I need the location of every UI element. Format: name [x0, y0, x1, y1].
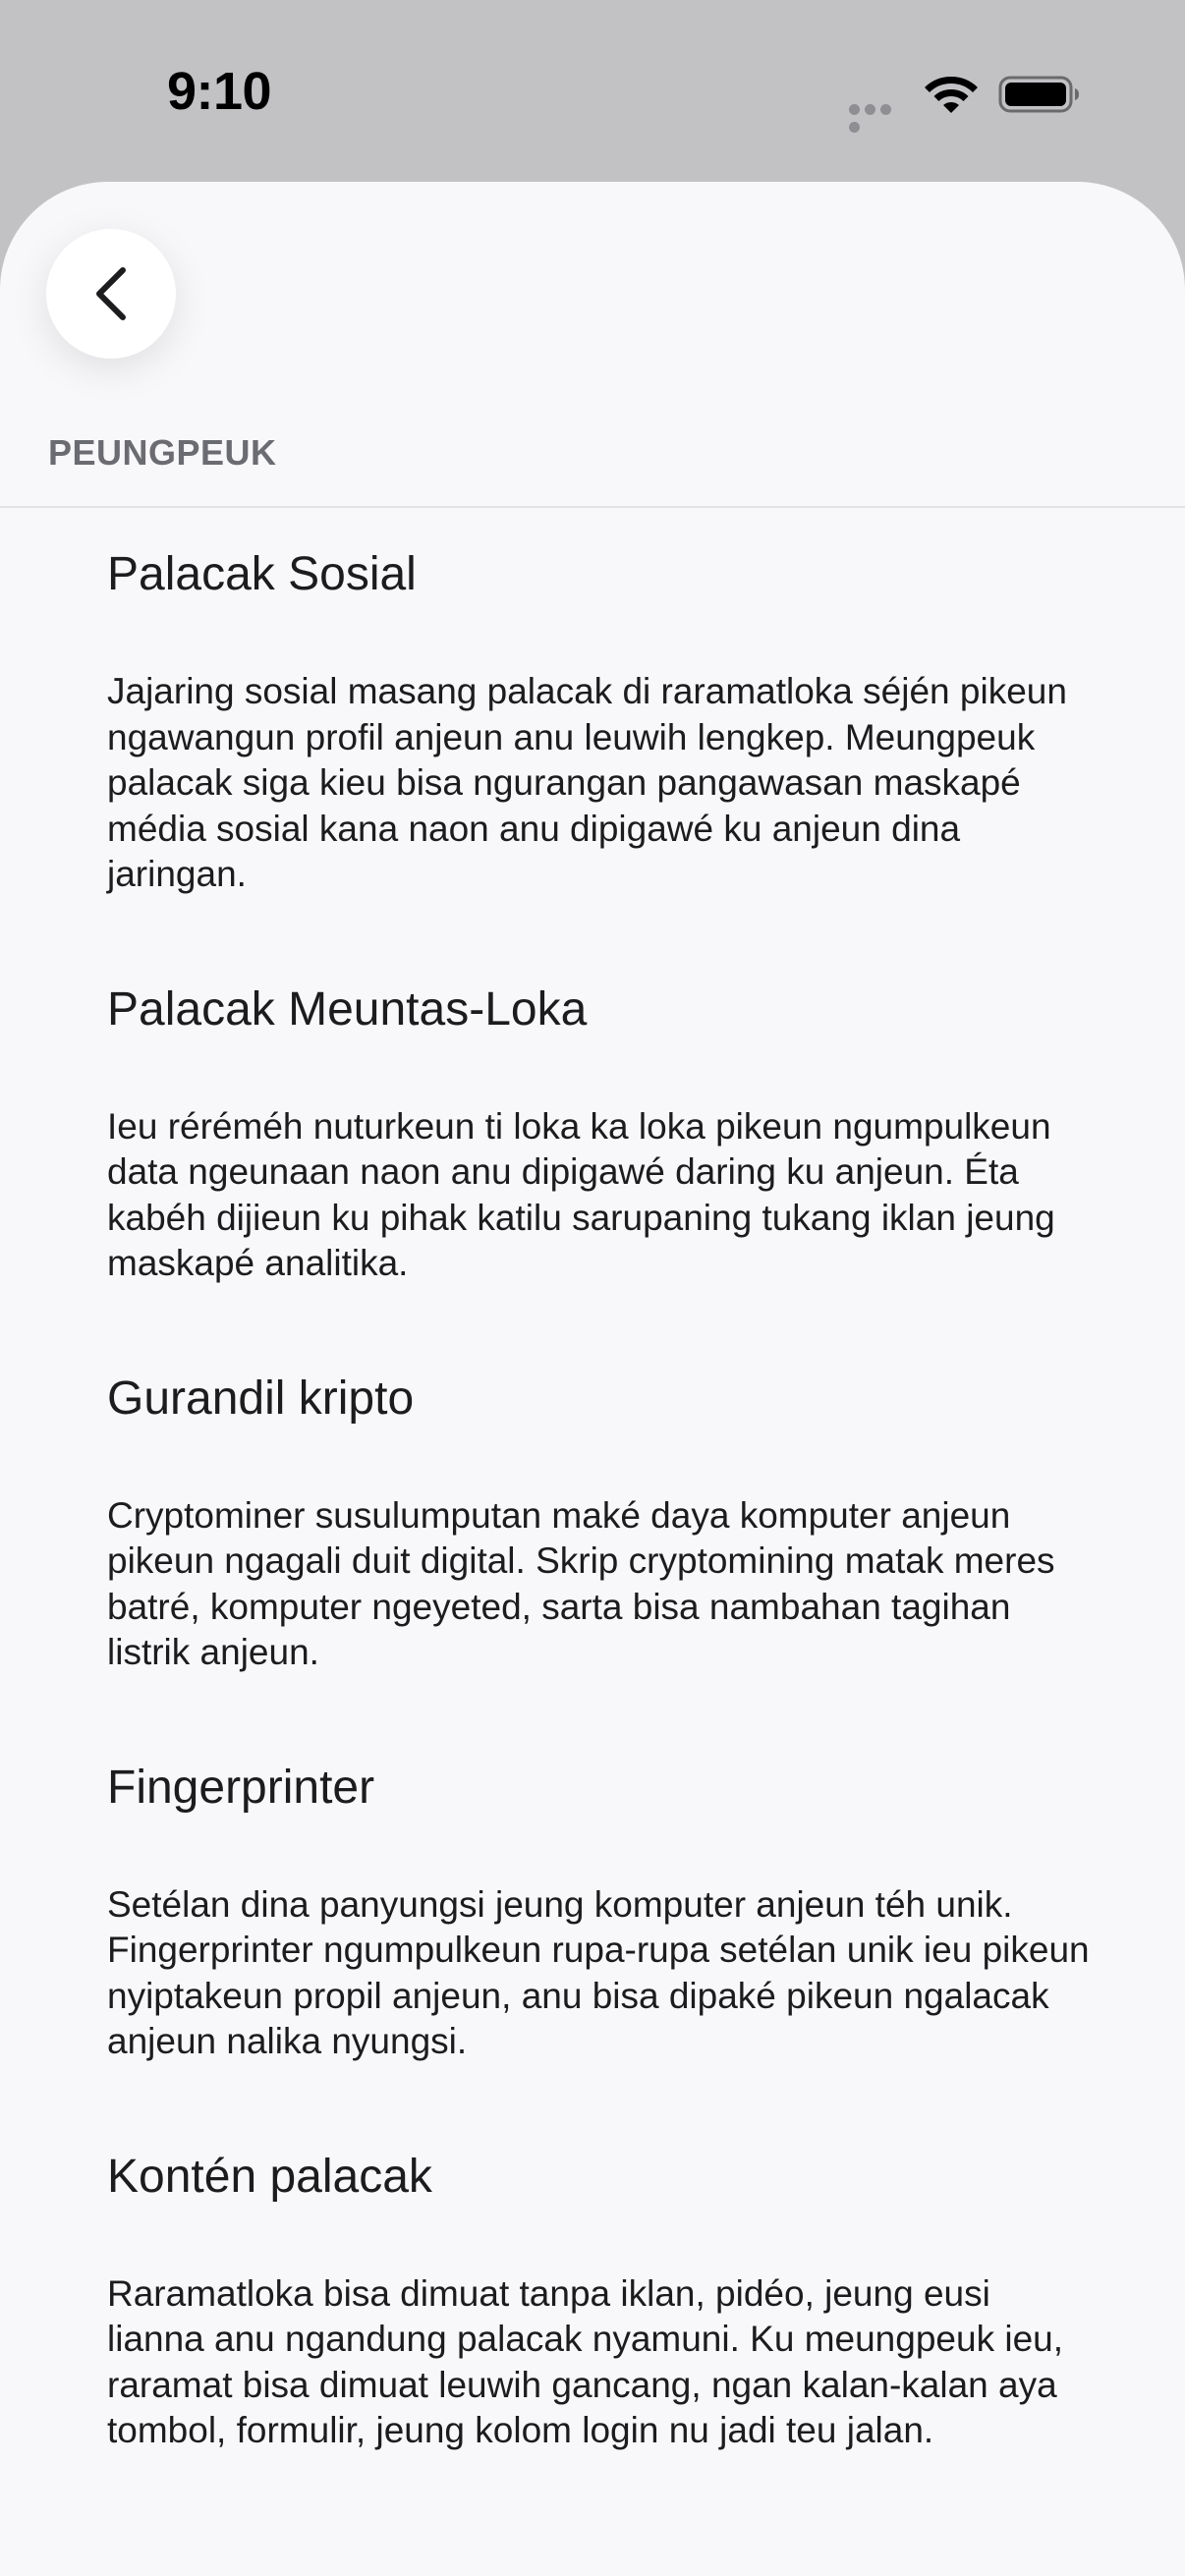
tracker-item-description: Cryptominer susulumputan maké daya komputer anjeun pikeun ngagali duit digital. Skrip cryptomining matak meres batré, komputer ngeyeted, sarta bisa nambahan tagihan listrik anjeun.: [107, 1494, 1055, 1672]
tracker-item-cryptominer: [107, 1370, 1090, 1676]
tracker-item-content: [107, 2148, 1090, 2454]
tracker-item-title: Kontén palacak: [107, 2150, 432, 2203]
tracker-item-fingerprinter: [107, 1759, 1090, 2065]
back-button[interactable]: [46, 229, 176, 359]
status-bar: [0, 0, 1185, 182]
battery-icon: [998, 75, 1081, 114]
divider: [0, 506, 1185, 508]
tracker-list: [107, 545, 1090, 2454]
cellular-dots-icon: [849, 104, 908, 116]
tracker-item-title: Gurandil kripto: [107, 1372, 415, 1425]
tracker-item-title: Fingerprinter: [107, 1761, 375, 1814]
tracker-item-description: Setélan dina panyungsi jeung komputer anjeun téh unik. Fingerprinter ngumpulkeun rupa-rupa setélan unik ieu pikeun nyiptakeun propil anjeun, anu bisa dipaké pikeun ngalacak anjeun nalika nyungsi.: [107, 1883, 1090, 2061]
wifi-icon: [924, 71, 979, 114]
tracker-item-title: Palacak Sosial: [107, 548, 417, 600]
chevron-left-icon: [89, 264, 133, 323]
tracker-item-social: [107, 545, 1090, 898]
tracker-item-cross-site: [107, 980, 1090, 1287]
section-header: PEUNGPEUK: [48, 432, 277, 473]
status-time: 9:10: [167, 62, 272, 121]
tracker-item-title: Palacak Meuntas-Loka: [107, 982, 588, 1036]
tracker-item-description: Ieu réréméh nuturkeun ti loka ka loka pikeun ngumpulkeun data ngeunaan naon anu dipigawé daring ku anjeun. Éta kabéh dijieun ku pihak katilu sarupaning tukang iklan jeung maskapé analitika.: [107, 1105, 1055, 1283]
tracker-info-sheet: [0, 182, 1185, 2576]
tracker-item-description: Raramatloka bisa dimuat tanpa iklan, pidéo, jeung eusi lianna anu ngandung palacak nyamuni. Ku meungpeuk ieu, raramat bisa dimuat leuwih gancang, ngan kalan-kalan aya tombol, formulir, jeung kolom login nu jadi teu jalan.: [107, 2272, 1064, 2450]
tracker-item-description: Jajaring sosial masang palacak di raramatloka séjén pikeun ngawangun profil anjeun anu leuwih lengkep. Meungpeuk palacak siga kieu bisa ngurangan pangawasan maskapé média sosial kana naon anu dipigawé ku anjeun dina jaringan.: [107, 671, 1067, 894]
